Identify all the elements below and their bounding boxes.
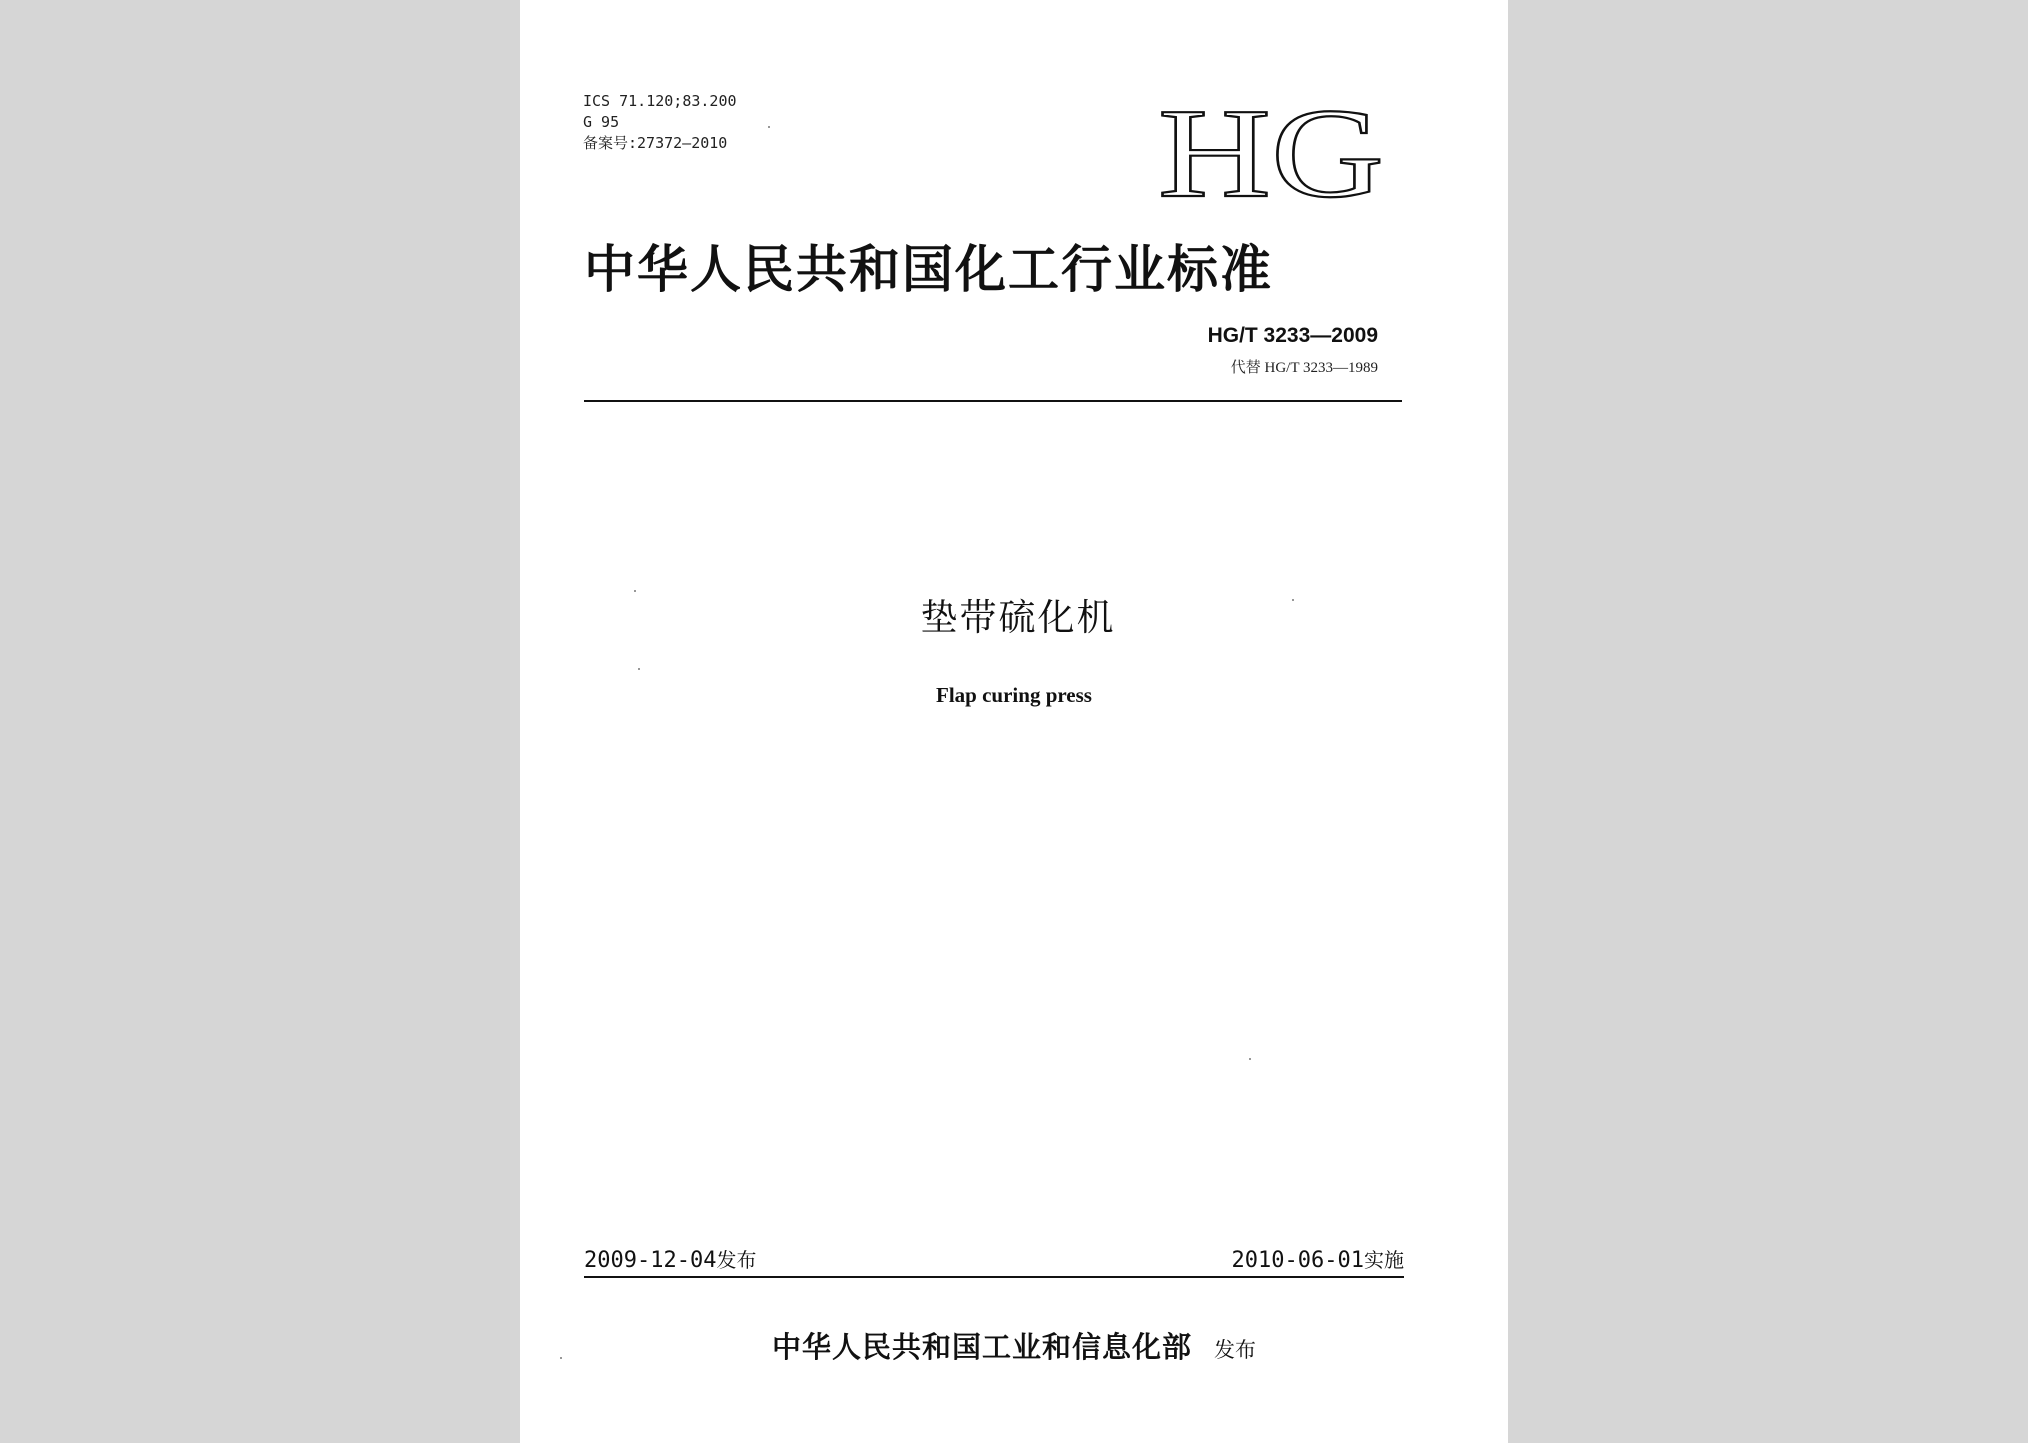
issue-date	[584, 1244, 756, 1273]
classification-code: G 95	[583, 113, 620, 131]
effective-date-value: 2010-06-01	[1231, 1248, 1364, 1273]
publisher-line	[520, 1325, 1508, 1366]
effective-date-label: 实施	[1364, 1248, 1404, 1272]
publisher-action: 发布	[1214, 1338, 1256, 1362]
document-page	[520, 0, 1508, 1443]
meta-block	[583, 91, 737, 154]
publisher-name: 中华人民共和国工业和信息化部	[771, 1330, 1192, 1364]
scan-speck	[560, 1357, 562, 1359]
ics-code: ICS 71.120;83.200	[583, 92, 737, 110]
svg-text:HG: HG	[1158, 88, 1384, 208]
document-title-english: Flap curing press	[936, 683, 1092, 707]
document-title-chinese: 垫带硫化机	[920, 596, 1116, 639]
effective-date	[1232, 1244, 1404, 1273]
scan-speck	[638, 668, 640, 670]
standard-number: HG/T 3233—2009	[1207, 324, 1378, 347]
header-divider	[584, 400, 1402, 402]
footer-divider	[584, 1276, 1404, 1278]
issue-date-value: 2009-12-04	[584, 1248, 717, 1273]
organization-title: 中华人民共和国化工行业标准	[584, 241, 1274, 300]
scan-speck	[634, 590, 636, 592]
scan-speck	[768, 126, 770, 128]
filing-number: 备案号:27372—2010	[583, 134, 728, 152]
scan-speck	[1292, 599, 1294, 601]
scan-speck	[1249, 1058, 1251, 1060]
replaces-standard: 代替 HG/T 3233—1989	[1230, 360, 1378, 376]
hg-logo	[1158, 88, 1388, 208]
issue-date-label: 发布	[716, 1248, 757, 1272]
